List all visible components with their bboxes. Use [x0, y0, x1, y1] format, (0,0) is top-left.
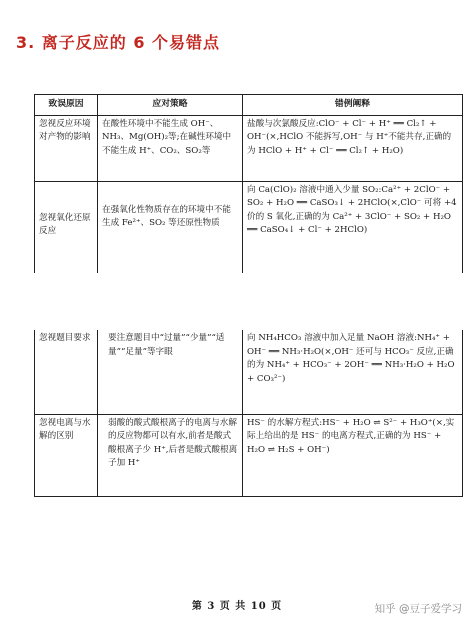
- table-row: [35, 414, 463, 496]
- table-row: [35, 181, 463, 273]
- row-strategy: 要注意题目中“过量”“少量”“适量”“足量”等字眼: [98, 330, 243, 414]
- header-cause: 致误原因: [35, 95, 98, 116]
- row-example: 向 Ca(ClO)₂ 溶液中通入少量 SO₂:Ca²⁺ + 2ClO⁻ + SO₂ + H₂O ══ CaSO₃↓ + 2HClO(×,ClO⁻ 可将 +4 价的 S 氧化,正确的为 Ca²⁺ + 3ClO⁻ + SO₂ + H₂O ══ CaSO₄↓ + Cl⁻ + 2HClO): [243, 181, 463, 273]
- page-footer: 第 3 页 共 10 页: [191, 601, 283, 612]
- watermark: 知乎 @豆子爱学习: [374, 603, 462, 615]
- header-strategy: 应对策略: [98, 95, 243, 116]
- row-strategy: 在强氧化性物质存在的环境中不能生成 Fe²⁺、SO₂ 等还原性物质: [98, 181, 243, 273]
- table-header-row: [35, 95, 463, 116]
- row-cause: 忽视题目要求: [35, 330, 98, 414]
- row-cause: 忽视反应环境对产物的影响: [35, 115, 98, 181]
- row-cause: 忽视氧化还原反应: [35, 181, 98, 273]
- row-strategy: 弱酸的酸式酸根离子的电离与水解的反应物都可以有水,前者是酸式酸根离子少 H⁺,后者是酸式酸根离子加 H⁺: [98, 414, 243, 496]
- header-example: 错例阐释: [243, 95, 463, 116]
- section-title: 3. 离子反应的 6 个易错点: [16, 33, 221, 52]
- error-points-table: [34, 94, 463, 273]
- table-row: [35, 115, 463, 181]
- row-strategy: 在酸性环境中不能生成 OH⁻、NH₃、Mg(OH)₂等;在碱性环境中不能生成 H⁺、CO₂、SO₂等: [98, 115, 243, 181]
- error-points-table-continued: [34, 330, 463, 497]
- table-row: [35, 330, 463, 414]
- row-cause: 忽视电离与水解的区别: [35, 414, 98, 496]
- row-example: 盐酸与次氯酸反应:ClO⁻ + Cl⁻ + H⁺ ══ Cl₂↑ + OH⁻(×,HClO 不能拆写,OH⁻ 与 H⁺不能共存,正确的为 HClO + H⁺ + Cl⁻ ══ Cl₂↑ + H₂O): [243, 115, 463, 181]
- row-example: 向 NH₄HCO₃ 溶液中加入足量 NaOH 溶液:NH₄⁺ + OH⁻ ══ NH₃·H₂O(×,OH⁻ 还可与 HCO₃⁻ 反应,正确的为 NH₄⁺ + HCO₃⁻ + 2OH⁻ ══ NH₃·H₂O + H₂O + CO₃²⁻): [243, 330, 463, 414]
- row-example: HS⁻ 的水解方程式:HS⁻ + H₂O ⇌ S²⁻ + H₃O⁺(×,实际上给出的是 HS⁻ 的电离方程式,正确的为 HS⁻ + H₂O ⇌ H₂S + OH⁻): [243, 414, 463, 496]
